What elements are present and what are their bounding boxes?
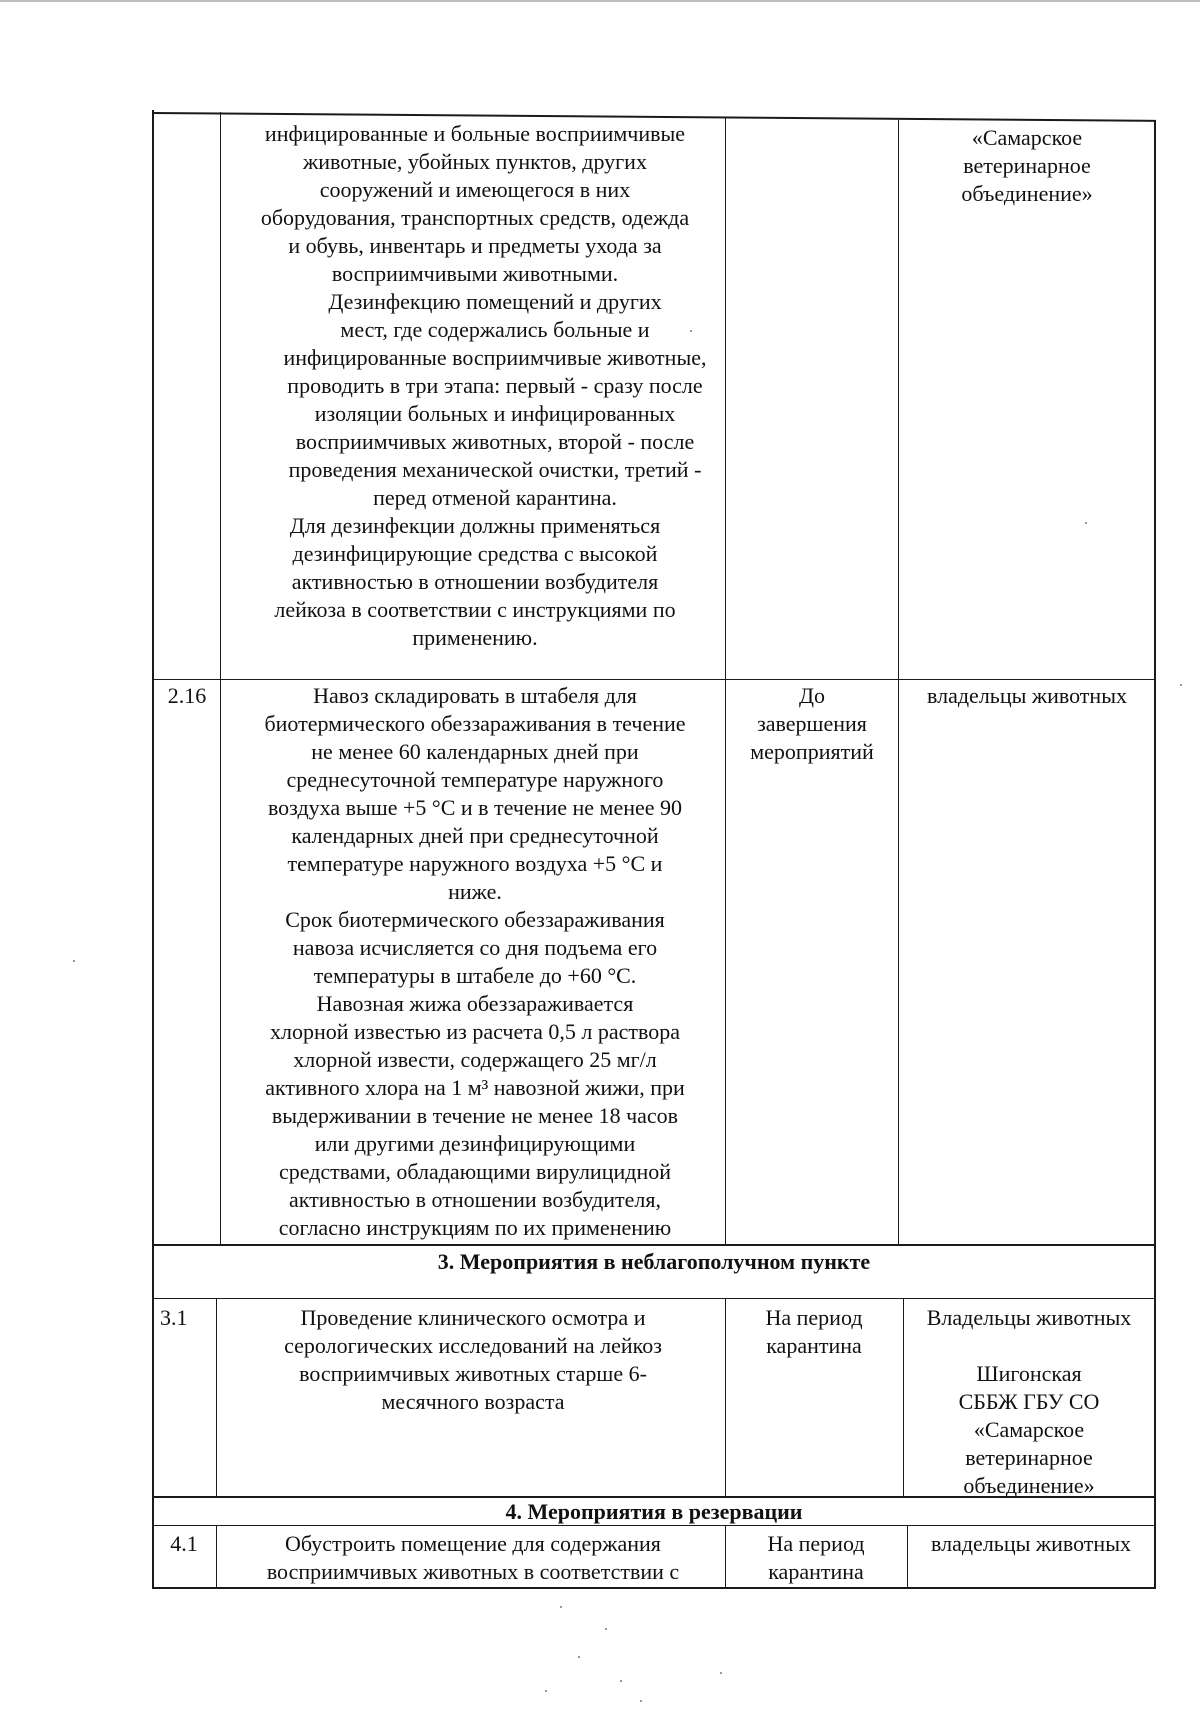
deadline-cell xyxy=(726,1530,906,1586)
measure-cell xyxy=(230,682,720,1242)
responsible-cell xyxy=(900,124,1154,208)
measure-text: Проведение клинического осмотра и серологических исследований на лейкоз восприимчивых животных старше 6- месячного возраста xyxy=(284,1305,662,1414)
measure-text: Обустроить помещение для содержания восприимчивых животных в соответствии с xyxy=(266,1531,680,1584)
responsible-cell xyxy=(904,1304,1154,1500)
section-heading: 3. Мероприятия в неблагополучном пункте xyxy=(437,1249,871,1274)
responsible-cell xyxy=(908,1530,1154,1558)
row-number: 4.1 xyxy=(170,1531,198,1556)
measure-paragraph: Для дезинфекции должны применяться дезинфицирующие средства с высокой активностью в отношении возбудителя лейкоза в соответствии с инструкциями по применению. xyxy=(274,513,676,650)
deadline-text: До завершения мероприятий xyxy=(750,683,874,764)
deadline-text: На период карантина xyxy=(765,1305,863,1358)
deadline-cell xyxy=(726,682,898,766)
measure-paragraph: Срок биотермического обеззараживания навоза исчисляется со дня подъема его температуры в штабеле до +60 °С. xyxy=(285,907,665,988)
deadline-text: На период карантина xyxy=(767,1531,865,1584)
responsible-text: владельцы животных xyxy=(931,1531,1131,1556)
measure-paragraph: Навоз складировать в штабеля для биотермического обеззараживания в течение не менее 60 календарных дней при среднесуточной температуре наружного воздуха выше +5 °С и в течение не менее 90 календарных дней при среднесуточной температуре наружного воздуха +5 °С и ниже. xyxy=(264,683,686,904)
row-number: 3.1 xyxy=(160,1305,188,1330)
measure-paragraph: инфицированные и больные восприимчивые животные, убойных пунктов, других сооружений и имеющегося в них оборудования, транспортных средств, одежда и обувь, инвентарь и предметы ухода за восприимчивыми животными. xyxy=(260,121,690,286)
measure-paragraph: Дезинфекцию помещений и других мест, где содержались больные и инфицированные восприимчивые животные, проводить в три этапа: первый - сразу после изоляции больных и инфицированных восприимчивых животных, второй - после проведения механической очистки, третий - перед отменой карантина. xyxy=(283,289,707,510)
measure-cell xyxy=(230,120,720,652)
responsible-text: владельцы животных xyxy=(927,683,1127,708)
measure-cell xyxy=(226,1530,720,1586)
deadline-cell xyxy=(726,1304,902,1360)
row-number: 2.16 xyxy=(167,683,207,708)
section-heading: 4. Мероприятия в резервации xyxy=(505,1499,803,1524)
responsible-text: Владельцы животных Шигонская СББЖ ГБУ СО «Самарское ветеринарное объединение» xyxy=(926,1305,1132,1498)
responsible-cell xyxy=(900,682,1154,710)
scan-top-edge xyxy=(0,0,1200,2)
responsible-text: «Самарское ветеринарное объединение» xyxy=(961,125,1093,206)
measure-cell xyxy=(226,1304,720,1416)
measure-paragraph: Навозная жижа обеззараживается хлорной известью из расчета 0,5 л раствора хлорной извести, содержащего 25 мг/л активного хлора на 1 м³ навозной жижи, при выдерживании в течение не менее 18 часов или другими дезинфицирующими средствами, обладающими вирулицидной активностью в отношении возбудителя, согласно инструкциям по их применению xyxy=(265,991,685,1240)
